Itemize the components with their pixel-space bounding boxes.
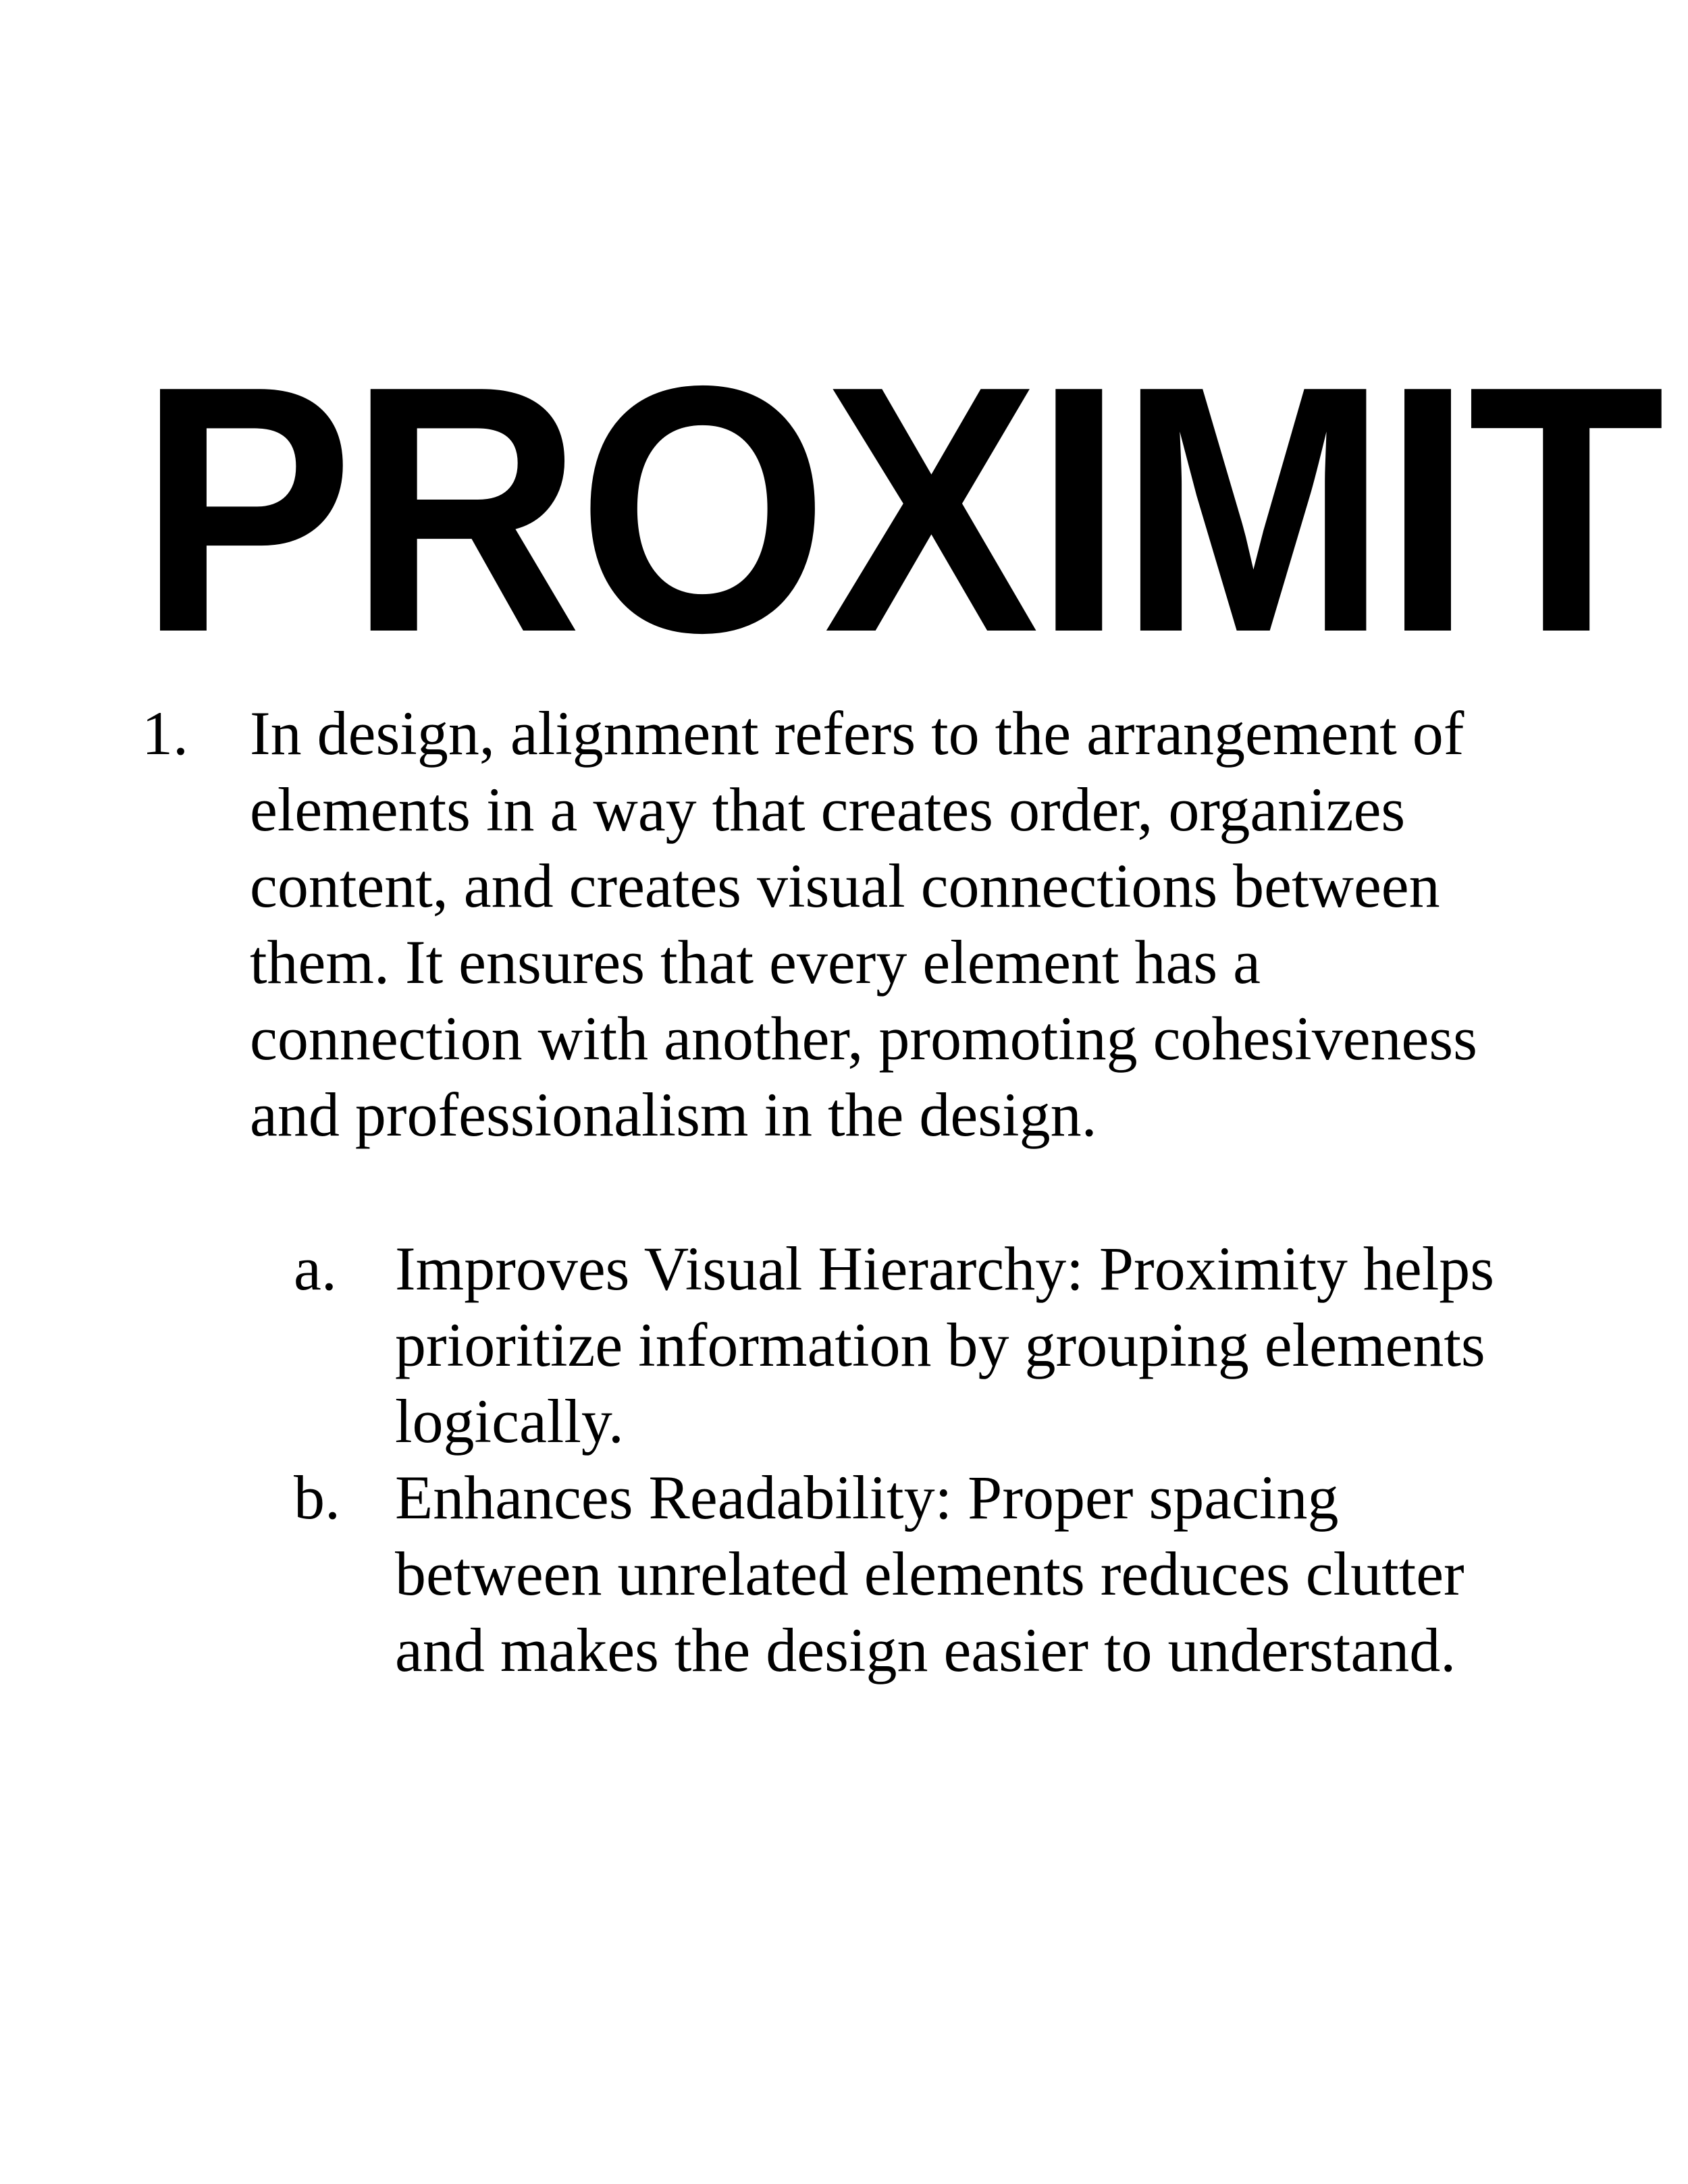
- text-line: logically.: [395, 1387, 624, 1456]
- text-line: content, and creates visual connections between: [250, 851, 1440, 920]
- page-title: PROXIMIT: [138, 313, 1660, 705]
- text-line: between unrelated elements reduces clutter: [395, 1539, 1465, 1608]
- sub-list-item-text: [344, 1231, 1644, 1460]
- text-line: connection with another, promoting cohesiveness: [250, 1004, 1477, 1073]
- sub-list-marker: a.: [294, 1234, 337, 1303]
- text-line: prioritize information by grouping elements: [395, 1310, 1485, 1379]
- text-line: and makes the design easier to understand.: [395, 1616, 1456, 1684]
- list-item-text: [196, 695, 1593, 1153]
- text-line: them. It ensures that every element has a: [250, 928, 1261, 996]
- list-item-1: [142, 695, 1593, 1153]
- sub-list-item-b: [294, 1460, 1644, 1688]
- text-line: In design, alignment refers to the arrangement of: [250, 699, 1465, 768]
- text-line: Improves Visual Hierarchy: Proximity helps: [395, 1234, 1495, 1303]
- sub-list-item-a: [294, 1231, 1644, 1460]
- sub-list-item-text: [344, 1460, 1644, 1688]
- list-marker: 1.: [142, 699, 188, 768]
- text-line: and professionalism in the design.: [250, 1080, 1097, 1149]
- text-line: Enhances Readability: Proper spacing: [395, 1463, 1339, 1532]
- sub-list-marker: b.: [294, 1463, 340, 1532]
- text-line: elements in a way that creates order, organizes: [250, 775, 1406, 844]
